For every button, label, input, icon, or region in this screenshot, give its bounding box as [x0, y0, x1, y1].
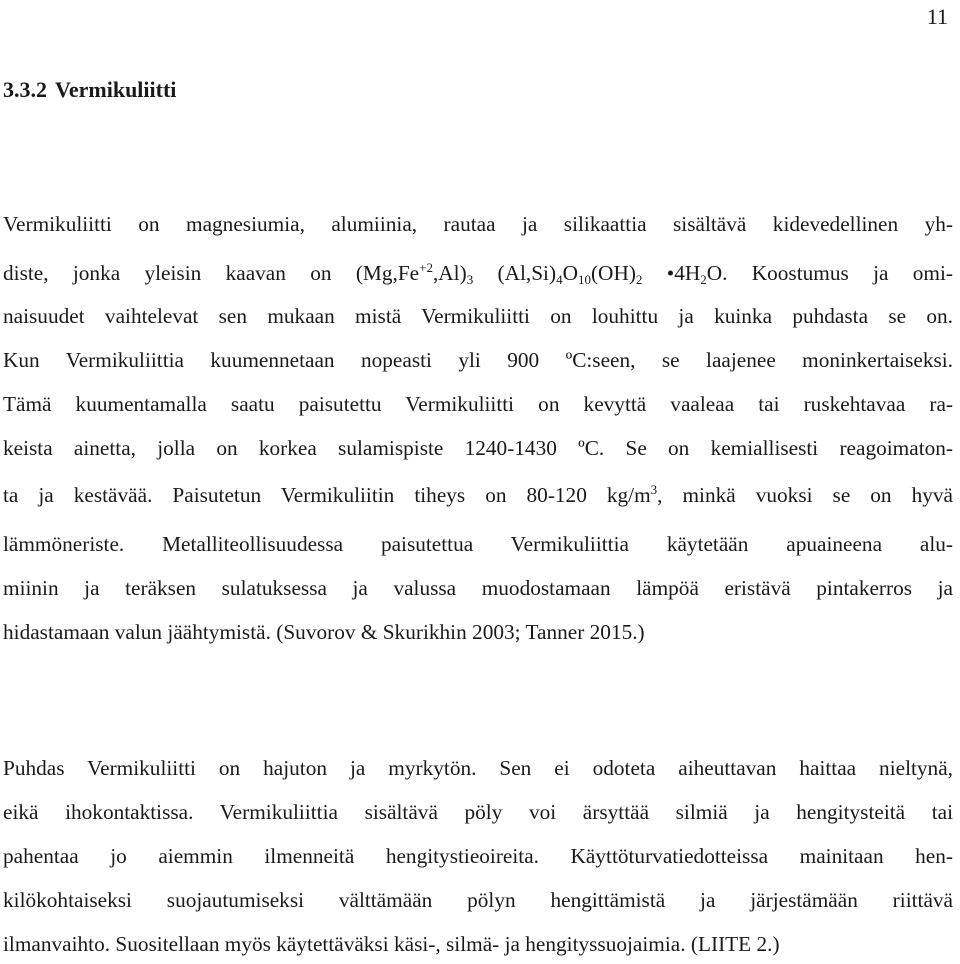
- paragraph-line-last: ilmanvaihto. Suositellaan myös käytettäväksi käsi-, silmä- ja hengityssuojaimia. (LIITE 2.): [3, 932, 780, 956]
- paragraph-line: keista ainetta, jolla on korkea sulamispiste 1240-1430 ºC. Se on kemiallisesti reagoimaton-: [3, 436, 953, 460]
- paragraph-line: Tämä kuumentamalla saatu paisutettu Vermikuliitti on kevyttä vaaleaa tai ruskehtavaa ra-: [3, 392, 953, 416]
- page-number: 11: [926, 4, 948, 29]
- paragraph-line: naisuudet vaihtelevat sen mukaan mistä Vermikuliitti on louhittu ja kuinka puhdasta se on.: [3, 304, 953, 328]
- paragraph-line: pahentaa jo aiemmin ilmenneitä hengitystieoireita. Käyttöturvatiedotteissa mainitaan hen-: [3, 844, 953, 868]
- paragraph-line: Puhdas Vermikuliitti on hajuton ja myrkytön. Sen ei odoteta aiheuttavan haittaa nieltynä,: [3, 756, 953, 780]
- paragraph-line: eikä ihokontaktissa. Vermikuliittia sisältävä pöly voi ärsyttää silmiä ja hengitysteitä tai: [3, 800, 953, 824]
- paragraph-line: Kun Vermikuliittia kuumennetaan nopeasti yli 900 ºC:seen, se laajenee moninkertaiseksi.: [3, 348, 953, 372]
- paragraph-line: Vermikuliitti on magnesiumia, alumiinia, rautaa ja silikaattia sisältävä kidevedellinen yh-: [3, 212, 953, 236]
- paragraph-line: miinin ja teräksen sulatuksessa ja valussa muodostamaan lämpöä eristävä pintakerros ja: [3, 576, 953, 600]
- paragraph-line-formula: diste, jonka yleisin kaavan on $(Mg,Fe^{+2},Al)_3$ $(Al,Si)_4O_{10}(OH)_2$ $•4H_2O$. Koostumus ja omi-: [3, 260, 954, 287]
- paragraph-line-last: hidastamaan valun jäähtymistä. (Suvorov & Skurikhin 2003; Tanner 2015.): [3, 620, 645, 644]
- section-title: Vermikuliitti: [55, 77, 177, 102]
- section-heading: [3, 77, 176, 103]
- paragraph-line: kilökohtaiseksi suojautumiseksi välttämään pölyn hengittämistä ja järjestämään riittävä: [3, 888, 953, 912]
- paragraph-line: lämmöneriste. Metalliteollisuudessa paisutettua Vermikuliittia käytetään apuaineena alu-: [3, 532, 953, 556]
- paragraph-line-density: ta ja kestävää. Paisutetun Vermikuliitin tiheys on 80-120 $kg/m^3$, minkä vuoksi se on hyvä: [3, 482, 953, 507]
- section-number: 3.3.2: [3, 77, 47, 102]
